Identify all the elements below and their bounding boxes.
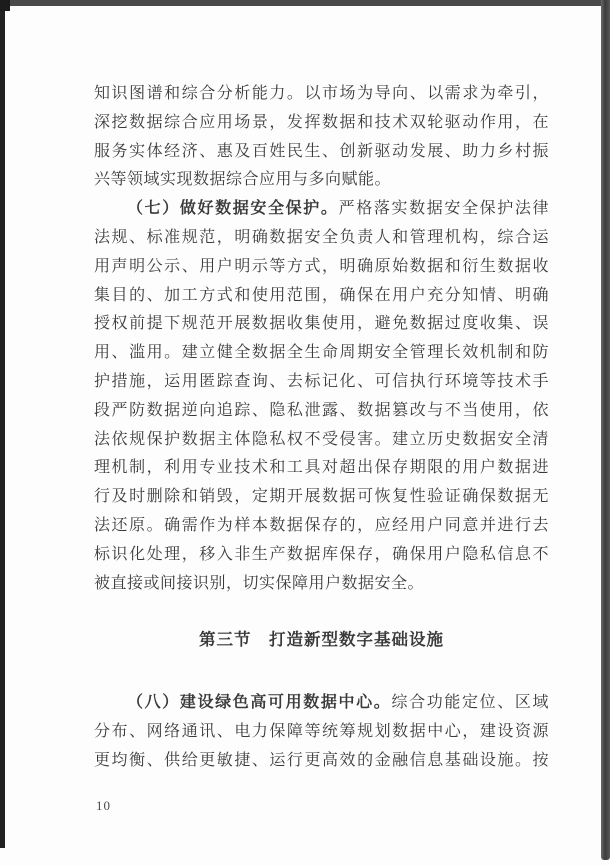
text-line: 更均衡、供给更敏捷、运行更高效的金融信息基础设施。按	[94, 751, 549, 769]
vertical-gap	[94, 655, 549, 689]
text-line: 授权前提下规范开展数据收集使用，避免数据过度收集、误	[94, 315, 549, 333]
text-line: 深挖数据综合应用场景，发挥数据和技术双轮驱动作用，在	[94, 113, 549, 131]
text-line: 用声明公示、用户明示等方式，明确原始数据和衍生数据收	[94, 257, 549, 275]
text-line: 护措施，运用匿踪查询、去标记化、可信执行环境等技术手	[94, 372, 549, 390]
text-line: 法还原。确需作为样本数据保存的，应经用户同意并进行去	[94, 516, 549, 534]
document-text-block	[94, 80, 549, 776]
scan-edge-top	[0, 0, 610, 6]
text-line	[94, 195, 549, 224]
text-segment: 综合功能定位、区域	[391, 694, 549, 712]
text-line: 被直接或间接识别，切实保障用户数据安全。	[94, 574, 425, 592]
text-line: 兴等领域实现数据综合应用与多向赋能。	[94, 171, 392, 189]
paragraph-lead: （七）做好数据安全保护。	[127, 200, 339, 218]
text-line: 知识图谱和综合分析能力。以市场为导向、以需求为牵引，	[94, 85, 549, 102]
text-line: 服务实体经济、惠及百姓民生、创新驱动发展、助力乡村振	[94, 142, 549, 160]
text-line: 法规、标准规范，明确数据安全负责人和管理机构，综合运	[94, 228, 549, 246]
text-line: 行及时删除和销毁，定期开展数据可恢复性验证确保数据无	[94, 488, 549, 506]
text-line: 用、滥用。建立健全数据全生命周期安全管理长效机制和防	[94, 344, 549, 362]
vertical-gap	[94, 598, 549, 626]
section-heading: 第三节 打造新型数字基础设施	[199, 630, 444, 650]
text-line: 理机制，利用专业技术和工具对超出保存期限的用户数据进	[94, 459, 549, 477]
text-line: 段严防数据逆向追踪、隐私泄露、数据篡改与不当使用，依	[94, 401, 549, 419]
text-line	[94, 689, 549, 718]
scan-edge-left	[0, 0, 5, 848]
text-line: 分布、网络通讯、电力保障等统筹规划数据中心，建设资源	[94, 722, 549, 740]
text-line: 标识化处理，移入非生产数据库保存，确保用户隐私信息不	[94, 545, 549, 563]
text-line: 法依规保护数据主体隐私权不受侵害。建立历史数据安全清	[94, 430, 549, 448]
paragraph-lead: （八）建设绿色高可用数据中心。	[127, 694, 392, 712]
scan-edge-corner-top-left	[0, 0, 10, 11]
page-number: 10	[96, 798, 111, 813]
text-line: 集目的、加工方式和使用范围，确保在用户充分知情、明确	[94, 286, 549, 304]
scan-edge-right	[601, 0, 610, 860]
text-segment: 严格落实数据安全保护法律	[338, 200, 549, 218]
